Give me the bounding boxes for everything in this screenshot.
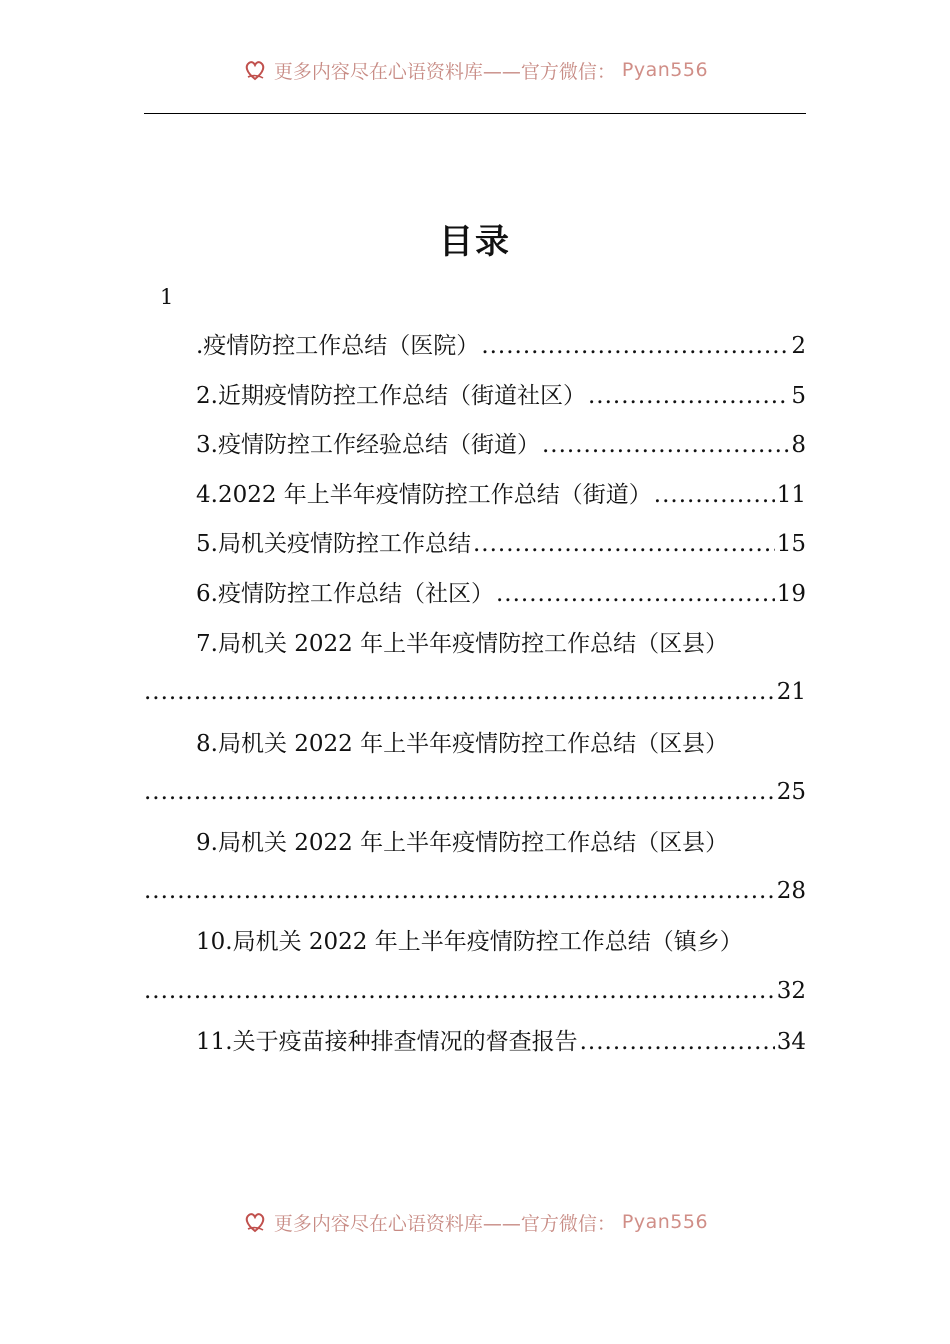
toc-leader-dots [144,674,775,710]
toc-entry-label: 7.局机关 2022 年上半年疫情防控工作总结（区县） [196,631,729,657]
toc-entry-page: 21 [776,679,806,705]
toc-entry-label: 9.局机关 2022 年上半年疫情防控工作总结（区县） [196,830,729,856]
toc-entry[interactable] [144,378,806,414]
toc-entry-title-line[interactable] [144,726,806,762]
toc-entry-leader-line[interactable] [144,674,806,710]
toc-entry[interactable] [144,328,806,364]
toc-entry-label: 4.2022 年上半年疫情防控工作总结（街道） [196,482,652,508]
toc-entry-page: 5 [791,383,806,409]
toc-entry-title-line[interactable] [144,924,806,960]
toc-entry-page: 34 [776,1029,806,1055]
toc-leader-dots [654,477,775,513]
heart-logo-icon [242,57,268,83]
toc-entry-page: 15 [776,531,806,557]
toc-entry-page: 25 [776,779,806,805]
toc-entry-label: 6.疫情防控工作总结（社区） [196,581,494,607]
toc-leader-dots [481,328,789,364]
toc-first-number: 1 [160,285,174,309]
toc-entry[interactable] [144,477,806,513]
watermark-text: 更多内容尽在心语资料库——官方微信： [273,1212,616,1235]
toc-entry-label: 10.局机关 2022 年上半年疫情防控工作总结（镇乡） [196,929,743,955]
footer-watermark [0,1207,950,1237]
toc-entry-leader-line[interactable] [144,774,806,810]
toc-entry-label: 5.局机关疫情防控工作总结 [196,531,471,557]
toc-entry-leader-line[interactable] [144,873,806,909]
toc-title: 目录 [439,222,511,262]
toc-entry-label: .疫情防控工作总结（医院） [196,333,480,359]
toc-entry[interactable] [144,576,806,612]
watermark-id: Pyan556 [621,1211,709,1233]
toc-entry-label: 11.关于疫苗接种排查情况的督查报告 [196,1029,578,1055]
toc-leader-dots [588,378,789,414]
toc-leader-dots [144,873,775,909]
toc-entry-title-line[interactable] [144,626,806,662]
toc-entry-leader-line[interactable] [144,973,806,1009]
toc-entry[interactable] [144,1024,806,1060]
toc-entry-label: 3.疫情防控工作经验总结（街道） [196,432,540,458]
toc-leader-dots [580,1024,775,1060]
toc-entry-page: 2 [791,333,806,359]
toc-leader-dots [144,973,775,1009]
toc-entry-page: 8 [791,432,806,458]
toc-entry-label: 2.近期疫情防控工作总结（街道社区） [196,383,586,409]
watermark-text: 更多内容尽在心语资料库——官方微信： [273,60,616,83]
toc-leader-dots [144,774,775,810]
toc-leader-dots [496,576,775,612]
header-watermark [0,55,950,85]
toc-entry-page: 11 [776,482,806,508]
toc-entry-label: 8.局机关 2022 年上半年疫情防控工作总结（区县） [196,731,729,757]
toc-entry[interactable] [144,526,806,562]
toc-entry-page: 19 [776,581,806,607]
toc-entry-page: 32 [776,978,806,1004]
toc-leader-dots [473,526,775,562]
heart-logo-icon [242,1209,268,1235]
toc-leader-dots [542,427,789,463]
watermark-id: Pyan556 [621,59,709,81]
toc-entry-title-line[interactable] [144,825,806,861]
toc-entry[interactable] [144,427,806,463]
toc-entry-page: 28 [776,878,806,904]
header-rule [144,113,806,114]
